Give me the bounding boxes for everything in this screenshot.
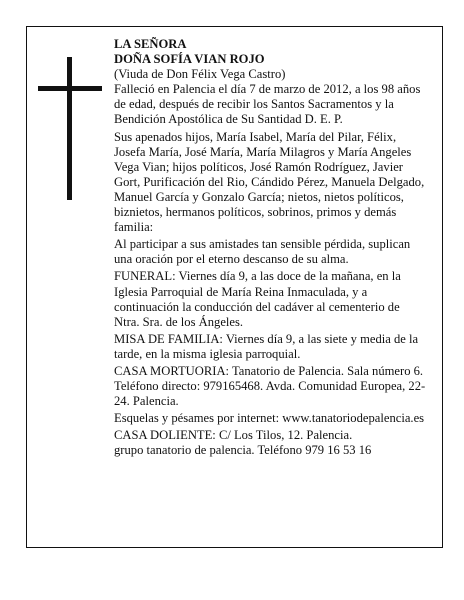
widow-of: (Viuda de Don Félix Vega Castro) [114, 67, 286, 82]
mourning-house-info: CASA DOLIENTE: C/ Los Tilos, 12. Palencia. [114, 428, 353, 443]
internet-info: Esquelas y pésames por internet: www.tanatoriodepalencia.es [114, 411, 425, 426]
cross-vertical-bar [67, 57, 72, 200]
prayer-request: Al participar a sus amistades tan sensible pérdida, suplican una oración por el eterno descanso de su alma. [114, 237, 411, 267]
family-mass-info: MISA DE FAMILIA: Viernes día 9, a las siete y media de la tarde, en la misma iglesia parroquial. [114, 331, 419, 361]
funeral-info: FUNERAL: Viernes día 9, a las doce de la mañana, en la Iglesia Parroquial de María Reina Inmaculada, y a continuación la conducción del cadáver al cementerio de Ntra. Sra. de los Ángeles. [114, 269, 401, 329]
obituary-title: LA SEÑORA [114, 37, 187, 51]
cross-horizontal-bar [38, 86, 102, 91]
family-list: Sus apenados hijos, María Isabel, María del Pilar, Félix, Josefa María, José María, María Milagros y María Angeles Vega Vian; hijos políticos, José Ramón Rodríguez, Javier Gort, Purificación del Rio, Cándido Pérez, Manuela Delgado, Manuel García y Gonzalo García; nietos, nietos políticos, biznietos, hermanos políticos, sobrinos, primos y demás familia: [114, 129, 425, 235]
deceased-name: DOÑA SOFÍA VIAN ROJO [114, 52, 265, 67]
obituary-text [114, 37, 427, 459]
group-phone-info: grupo tanatorio de palencia. Teléfono 979 16 53 16 [114, 443, 372, 458]
death-notice: Falleció en Palencia el día 7 de marzo de 2012, a los 98 años de edad, después de recibir los Santos Sacramentos y la Bendición Apostólica de Su Santidad D. E. P. [114, 82, 421, 127]
funeral-home-info: CASA MORTUORIA: Tanatorio de Palencia. Sala número 6. Teléfono directo: 979165468. Avda. Comunidad Europea, 22-24. Palencia. [114, 363, 426, 409]
